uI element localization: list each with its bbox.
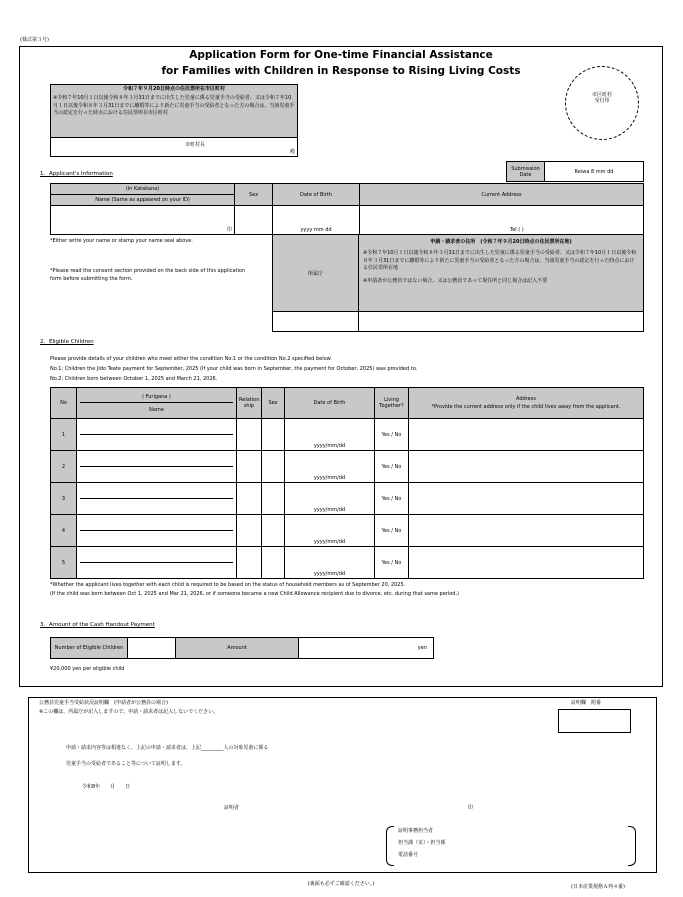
row-no: 5	[51, 547, 77, 579]
row-sex-input[interactable]	[262, 483, 285, 515]
cert-sub: ※この欄は、所属庁が記入しますので、申請・請求者は記入しないでください。	[39, 709, 219, 715]
amount-input[interactable]: yen	[299, 638, 434, 659]
row-living-input[interactable]: Yes / No	[375, 419, 409, 451]
addressee-dono: 殿	[290, 149, 296, 155]
name-header: Name (Same as appeared on your ID)	[51, 194, 234, 203]
title-line2: for Families with Children in Response to Rising Living Costs	[161, 65, 521, 77]
address-header: Current Address	[360, 184, 644, 206]
row-address-input[interactable]	[409, 515, 644, 547]
col-name: Name	[80, 402, 233, 413]
section2-foot1: *Whether the applicant lives together with each child is required to be based on the status of household members as of September 20, 2025.	[50, 582, 406, 588]
addressee-mayor: 市町村長	[185, 142, 206, 148]
row-dob-input[interactable]: yyyy/mm/dd	[285, 451, 375, 483]
applicant-sex-input[interactable]	[235, 206, 273, 235]
cert-certifier: 証明者	[224, 805, 240, 811]
row-relation-input[interactable]	[237, 419, 262, 451]
submission-label: Submission Date	[507, 162, 545, 182]
applicant-name-header-cell	[51, 184, 235, 206]
contact-bracket-left	[386, 826, 394, 866]
table-row	[51, 419, 644, 451]
table-row	[51, 483, 644, 515]
section2-intro: Please provide details of your children who meet either the condition No.1 or the condition No.2 specified below.	[50, 356, 332, 362]
row-living-input[interactable]: Yes / No	[375, 547, 409, 579]
table-row	[51, 547, 644, 579]
cert-body2: 児童手当の受給者であること等について証明します。	[66, 761, 186, 767]
row-relation-input[interactable]	[237, 483, 262, 515]
consent-note: *Please read the consent section provided on the back side of this application form before submitting the form.	[50, 268, 246, 282]
sex-header: Sex	[235, 184, 273, 206]
col-relation: Relation ship	[237, 388, 262, 419]
row-dob-input[interactable]: yyyy/mm/dd	[285, 483, 375, 515]
addressee-note: ※令和７年10月１日以後令和８年３月31日までに出生した児童に係る児童手当の受給者、又は令和７年10月１日以後令和８年３月31日までに離婚等により新たに児童手当の受給者となった方の場合は、当該児童手当の認定を行った時点における住民票所在市区町村	[53, 95, 295, 116]
row-no: 2	[51, 451, 77, 483]
row-sex-input[interactable]	[262, 451, 285, 483]
office-note1: ※令和７年10月１日以後令和８年３月31日までに出生した児童に係る児童手当の受給者、又は令和７年10月１日以後令和８年３月31日までに離婚等により新たに児童手当の受給者となった方の場合は、当該児童手当の認定を行った時点における住民票所在地	[363, 250, 637, 271]
office-input[interactable]	[273, 312, 359, 332]
cert-seal: 印	[468, 805, 474, 811]
addressee-head: 令和７年９月20日時点の住民票所在市区町村	[123, 86, 225, 92]
submission-value[interactable]: Reiwa 8 mm dd	[545, 162, 644, 182]
seal-mark: 印	[226, 227, 232, 233]
row-sex-input[interactable]	[262, 515, 285, 547]
reception-stamp-label: 市区町村 受付印	[591, 92, 612, 105]
num-children-input[interactable]	[128, 638, 176, 659]
col-name-cell	[77, 388, 237, 419]
section1-heading: 1．Applicant's Information	[40, 171, 113, 177]
katakana-label: (In Katakana)	[125, 186, 160, 192]
row-living-input[interactable]: Yes / No	[375, 451, 409, 483]
col-dob: Date of Birth	[285, 388, 375, 419]
submission-date-table	[506, 161, 644, 182]
amount-label: Amount	[176, 638, 299, 659]
row-relation-input[interactable]	[237, 547, 262, 579]
cert-head: 公務員児童手当受給状況証明欄 (申請者が公務員の場合)	[39, 700, 168, 706]
cert-number-input[interactable]	[558, 709, 631, 733]
row-address-input[interactable]	[409, 483, 644, 515]
row-dob-input[interactable]: yyyy/mm/dd	[285, 547, 375, 579]
applicant-table	[50, 183, 644, 235]
section3-heading: 3．Amount of the Cash Handout Payment	[40, 622, 155, 628]
row-no: 1	[51, 419, 77, 451]
office-info-cell	[359, 235, 644, 312]
cert-number-label: 証明欄 附番	[571, 700, 602, 706]
office-address-head: 申請・請求者の住所 (令和７年９月20日時点の住民票所在地)	[430, 239, 572, 245]
seal-note: *Either write your name or stamp your name seal above.	[50, 238, 193, 244]
office-table	[272, 234, 644, 332]
row-sex-input[interactable]	[262, 419, 285, 451]
footer-right: (日本産業規格Ａ列４番)	[571, 884, 625, 890]
applicant-address-input[interactable]: Tel ( )	[360, 206, 644, 235]
col-living: Living Together?	[375, 388, 409, 419]
row-address-input[interactable]	[409, 419, 644, 451]
row-no: 3	[51, 483, 77, 515]
row-name-input[interactable]	[77, 451, 237, 483]
row-name-input[interactable]	[77, 483, 237, 515]
cert-officer: 証明事務担当者	[398, 828, 434, 834]
cert-dept: 担当課（室）・担当係	[398, 840, 446, 846]
table-row	[51, 515, 644, 547]
row-address-input[interactable]	[409, 451, 644, 483]
office-address-input[interactable]	[359, 312, 644, 332]
col-sex: Sex	[262, 388, 285, 419]
section2-heading: 2．Eligible Children	[40, 339, 94, 345]
col-furigana: ( Furigana )	[142, 393, 171, 400]
cert-phone: 電話番号	[398, 852, 419, 858]
amount-table	[50, 637, 434, 659]
row-dob-input[interactable]: yyyy/mm/dd	[285, 419, 375, 451]
addressee-divider	[51, 137, 297, 138]
dob-header: Date of Birth	[273, 184, 360, 206]
row-relation-input[interactable]	[237, 451, 262, 483]
cert-date: 令和8年 月 日	[82, 784, 131, 790]
row-address-input[interactable]	[409, 547, 644, 579]
section2-cond2: No.2: Children born between October 1, 2025 and March 21, 2026.	[50, 376, 218, 382]
num-children-label: Number of Eligible Children	[51, 638, 128, 659]
cert-body1: 申請・請求内容等は相違なく、上記の申請・請求者は、上記_________人の対象児童に係る	[66, 745, 269, 751]
children-table	[50, 387, 644, 579]
contact-bracket-right	[628, 826, 636, 866]
section3-note: ¥20,000 yen per eligible child	[50, 666, 125, 672]
row-sex-input[interactable]	[262, 547, 285, 579]
row-name-input[interactable]	[77, 547, 237, 579]
row-no: 4	[51, 515, 77, 547]
office-label: 所属庁	[273, 235, 359, 312]
col-address-note: *Provide the current address only if the child lives away from the applicant.	[431, 404, 621, 410]
section2-cond1: No.1: Children the Jido Teate payment for September, 2025 (If your child was born in September, the payment for October, 2025) was provided to.	[50, 366, 418, 372]
row-name-input[interactable]	[77, 419, 237, 451]
applicant-name-input[interactable]	[51, 206, 235, 235]
col-address-cell	[409, 388, 644, 419]
row-living-input[interactable]: Yes / No	[375, 515, 409, 547]
col-no: No	[51, 388, 77, 419]
applicant-dob-input[interactable]: yyyy mm dd	[273, 206, 360, 235]
office-note2: ※申請者が公務員ではない場合、又は公務員であって現住所と同じ場合は記入不要	[363, 277, 548, 284]
section2-foot2: (If the child was born between Oct 1, 2025 and Mar 21, 2026, or if someone became a new Child Allowance recipient due to divorce, etc. during that same period.)	[50, 591, 460, 597]
row-relation-input[interactable]	[237, 515, 262, 547]
footer-center: (裏面も必ずご確認ください。)	[307, 881, 375, 887]
row-dob-input[interactable]: yyyy/mm/dd	[285, 515, 375, 547]
row-name-input[interactable]	[77, 515, 237, 547]
title-line1: Application Form for One-time Financial Assistance	[189, 49, 493, 61]
form-code: (様式第３号)	[20, 37, 49, 43]
col-address: Address	[516, 396, 536, 402]
table-row	[51, 451, 644, 483]
row-living-input[interactable]: Yes / No	[375, 483, 409, 515]
